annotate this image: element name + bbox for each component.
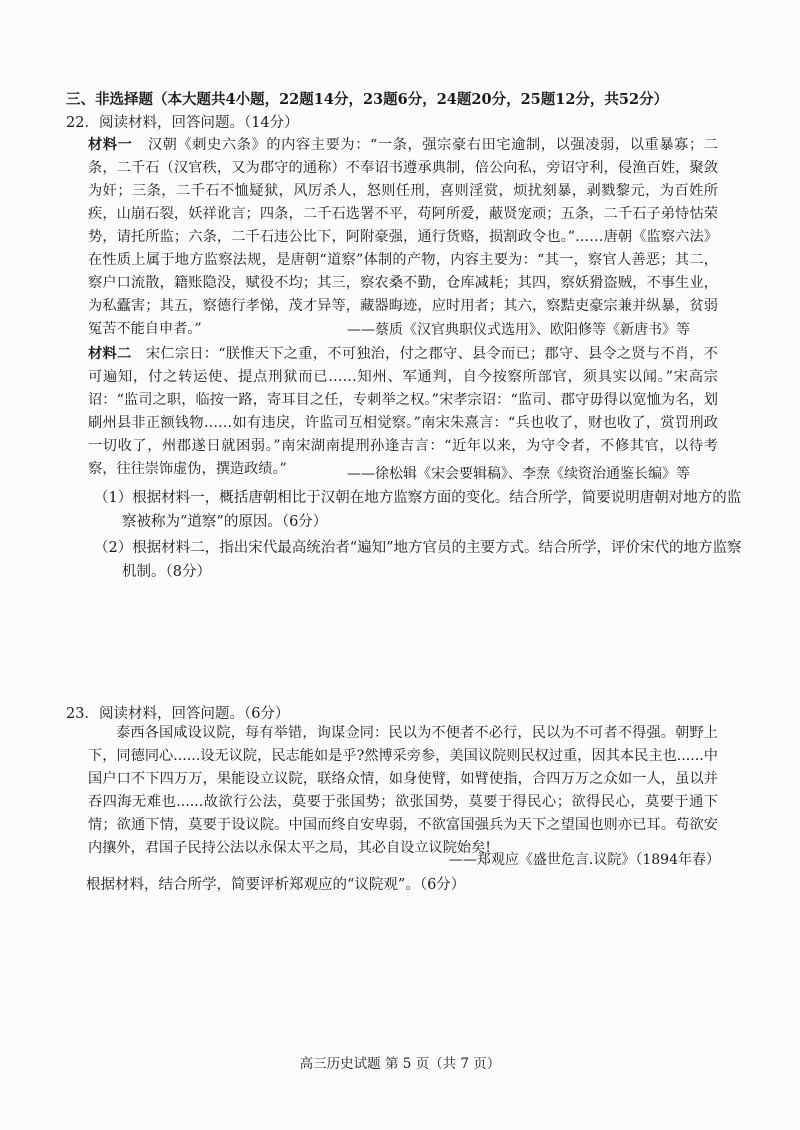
material-1 — [88, 134, 718, 341]
page-footer: 高三历史试题 第 5 页（共 7 页） — [299, 1056, 501, 1072]
question-23-material: 泰西各国咸设议院，每有举错，询谋佥同：民以为不便者不必行，民以为不可者不得强。朝野上下，同德同心......设无议院，民志能如是乎?然博采旁参，美国议院则民权过重，因其本民主也......中国户口不下四万万，果能设立议院，联络众情，如身使臂，如臂使指，合四万万之众如一人，虽以并吞四海无难也......故欲行公法，莫要于张国势；欲张国势，莫要于得民心；欲得民心，莫要于通下情；欲通下情，莫要于设议院。中国而终自安卑弱，不欲富国强兵为天下之望国也则亦已耳。苟欲安内攘外，君国子民持公法以永保太平之局，其必自设立议院始矣! — [88, 725, 718, 856]
material-2-text: 宋仁宗日：“朕惟天下之重，不可独治，付之郡守、县令而已；郡守、县令之贤与不肖，不可遍知，付之转运使、提点刑狱而已……知州、军通判，自今按察所部官，须具实以闻。”宋高宗诏：“监司之职，临按一路，寄耳目之任，专刺举之权。”宋孝宗诏：“监司、郡守毋得以宽恤为名，划刷州县非正额钱物……如有违戾，许监司互相觉察。”南宋朱熹言：“兵也收了，财也收了，赏罚刑政一切收了，州郡遂日就困弱。”南宋湖南提刑孙逢吉言：“近年以来，为守令者，不修其官，以待考察，往往崇饰虚伪，撰造政绩。” — [88, 346, 718, 477]
question-23-source: ——郑观应《盛世危言.议院》（1894年春） — [448, 852, 720, 868]
question-23-title: 23．阅读材料，回答问题。（6分） — [66, 706, 290, 722]
question-22-sub-2: （2）根据材料二，指出宋代最高统治者“遍知”地方官员的主要方式。结合所学，评价宋代的地方监察机制。（8分） — [94, 540, 742, 580]
material-1-text: 汉朝《刺史六条》的内容主要为：“一条，强宗豪右田宅逾制，以强凌弱，以重暴寡；二条，二千石（汉官秩，又为郡守的通称）不奉诏书遵承典制，倍公向私，旁诏守利，侵渔百姓，聚敛为奸；三条，二千石不恤疑狱，风厉杀人，怒则任刑，喜则淫赏，烦扰刻暴，剥戮黎元，为百姓所疾，山崩石裂，妖祥讹言；四条，二千石选署不平，苟阿所爱，蔽贤宠顽；五条，二千石子弟恃怙荣势，请托所监；六条，二千石违公比下，阿附豪强，通行货赂，损割政令也。”……唐朝《监察六法》在性质上属于地方监察法规，是唐朝“道察”体制的产物，内容主要为：“其一，察官人善恶；其二，察户口流散，籍账隐没，赋役不均；其三，察农桑不勤，仓库减耗；其四，察妖猾盗贼，不事生业，为私蠹害；其五，察德行孝悌，茂才异等，藏器晦迹，应时用者；其六，察黠吏豪宗兼并纵暴，贫弱冤苦不能自申者。” — [88, 137, 718, 337]
material-1-label: 材料一 — [88, 137, 133, 153]
question-22-sub-1: （1）根据材料一，概括唐朝相比于汉朝在地方监察方面的变化。结合所学，简要说明唐朝对地方的监察被称为“道察”的原因。（6分） — [94, 490, 742, 530]
material-2 — [88, 343, 718, 481]
material-2-label: 材料二 — [88, 346, 132, 362]
question-22-title: 22．阅读材料，回答问题。（14分） — [66, 115, 299, 131]
section-header: 三、非选择题（本大题共4小题，22题14分，23题6分，24题20分，25题12分，共52分） — [66, 91, 669, 108]
material-2-source: ——徐松辑《宋会要辑稿》、李焘《续资治通鉴长编》等 — [347, 466, 690, 482]
question-23-prompt: 根据材料，结合所学，简要评析郑观应的“议院观”。（6分） — [86, 877, 466, 893]
material-1-source: ——蔡质《汉官典职仪式选用》、欧阳修等《新唐书》等 — [347, 322, 690, 338]
